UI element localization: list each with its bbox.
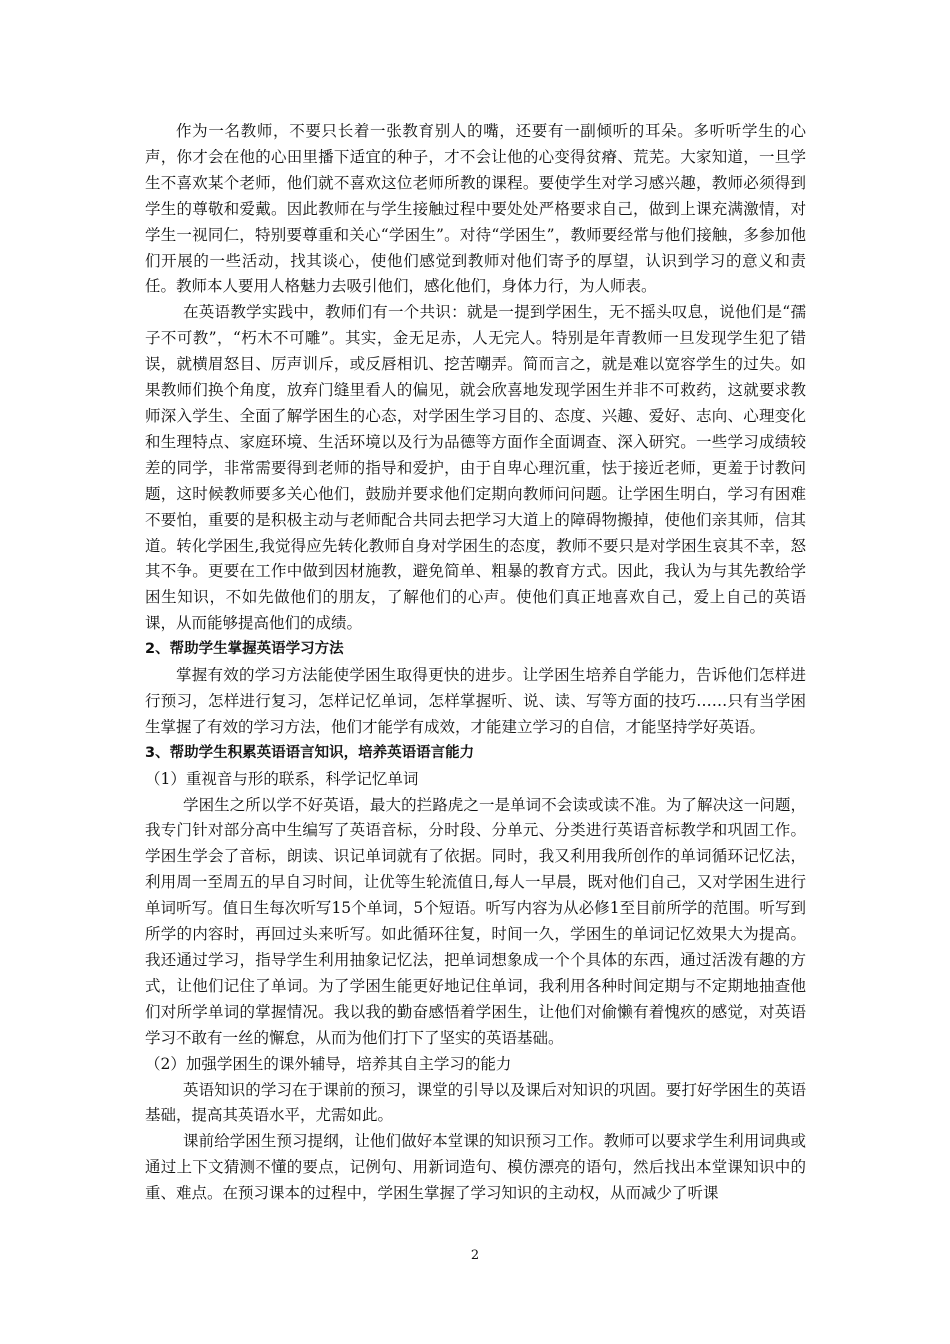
paragraph-vocabulary-memory: 学困生之所以学不好英语，最大的拦路虎之一是单词不会读或读不准。为了解决这一问题，我专门针对部分高中生编写了英语音标，分时段、分单元、分类进行英语音标教学和巩固工作。学困生学会了音标，朗读、识记单词就有了依据。同时，我又利用我所创作的单词循环记忆法，利用周一至周五的早自习时间，让优等生轮流值日,每人一早晨，既对他们自己，又对学困生进行单词听写。值日生每次听写15个单词，5个短语。听写内容为从必修1至目前所学的范围。听写到所学的内容时，再回过头来听写。如此循环往复，时间一久，学困生的单词记忆效果大为提高。我还通过学习，指导学生利用抽象记忆法，把单词想象成一个个具体的东西，通过活泼有趣的方式，让他们记住了单词。为了学困生能更好地记住单词，我利用各种时间定期与不定期地抽查他们对所学单词的掌握情况。我以我的勤奋感悟着学困生，让他们对偷懒有着愧疚的感觉，对英语学习不敢有一丝的懈怠，从而为他们打下了坚实的英语基础。: [145, 795, 806, 1047]
subheading-vocabulary-memory: （1）重视音与形的联系，科学记忆单词: [145, 769, 419, 788]
subheading-extracurricular-tutoring: （2）加强学困生的课外辅导，培养其自主学习的能力: [145, 1054, 512, 1073]
document-body: [145, 119, 806, 1207]
section-heading-learning-methods: 2、帮助学生掌握英语学习方法: [145, 641, 344, 658]
page-number: 2: [470, 1248, 480, 1263]
section-heading-language-knowledge: 3、帮助学生积累英语语言知识，培养英语语言能力: [145, 744, 475, 761]
paragraph-teaching-practice: 在英语教学实践中，教师们有一个共识：就是一提到学困生，无不摇头叹息，说他们是“孺子不可教”，“朽木不可雕”。其实，金无足赤，人无完人。特别是年青教师一旦发现学生犯了错误，就横眉怒目、厉声训斥，或反唇相讥、挖苦嘲弄。简而言之，就是难以宽容学生的过失。如果教师们换个角度，放弃门缝里看人的偏见，就会欣喜地发现学困生并非不可救药，这就要求教师深入学生、全面了解学困生的心态，对学困生学习目的、态度、兴趣、爱好、志向、心理变化和生理特点、家庭环境、生活环境以及行为品德等方面作全面调查、深入研究。一些学习成绩较差的同学，非常需要得到老师的指导和爱护，由于自卑心理沉重，怯于接近老师，更羞于讨教问题，这时候教师要多关心他们，鼓励并要求他们定期向教师问问题。让学困生明白，学习有困难不要怕，重要的是积极主动与老师配合共同去把学习大道上的障碍物搬掉，使他们亲其师，信其道。转化学困生,我觉得应先转化教师自身对学困生的态度，教师不要只是对学困生哀其不幸，怒其不争。更要在工作中做到因材施教，避免简单、粗暴的教育方式。因此，我认为与其先教给学困生知识，不如先做他们的朋友，了解他们的心声。使他们真正地喜欢自己，爱上自己的英语课，从而能够提高他们的成绩。: [145, 303, 806, 633]
paragraph-tutoring-intro: 英语知识的学习在于课前的预习，课堂的引导以及课后对知识的巩固。要打好学困生的英语基础，提高其英语水平，尤需如此。: [145, 1080, 806, 1125]
paragraph-preview-outline: 课前给学困生预习提纲，让他们做好本堂课的知识预习工作。教师可以要求学生利用词典或通过上下文猜测不懂的要点，记例句、用新词造句、模仿漂亮的语句，然后找出本堂课知识中的重、难点。在预习课本的过程中，学困生掌握了学习知识的主动权，从而减少了听课: [145, 1132, 806, 1203]
paragraph-teacher-listening: 作为一名教师，不要只长着一张教育别人的嘴，还要有一副倾听的耳朵。多听听学生的心声，你才会在他的心田里播下适宜的种子，才不会让他的心变得贫瘠、荒芜。大家知道，一旦学生不喜欢某个老师，他们就不喜欢这位老师所教的课程。要使学生对学习感兴趣，教师必须得到学生的尊敬和爱戴。因此教师在与学生接触过程中要处处严格要求自己，做到上课充满激情，对学生一视同仁，特别要尊重和关心“学困生”。对待“学困生”，教师要经常与他们接触，多参加他们开展的一些活动，找其谈心，使他们感觉到教师对他们寄予的厚望，认识到学习的意义和责任。教师本人要用人格魅力去吸引他们，感化他们，身体力行，为人师表。: [145, 122, 806, 296]
paragraph-learning-methods: 掌握有效的学习方法能使学困生取得更快的进步。让学困生培养自学能力，告诉他们怎样进行预习，怎样进行复习，怎样记忆单词，怎样掌握听、说、读、写等方面的技巧……只有当学困生掌握了有效的学习方法，他们才能学有成效，才能建立学习的自信，才能坚持学好英语。: [145, 666, 806, 736]
